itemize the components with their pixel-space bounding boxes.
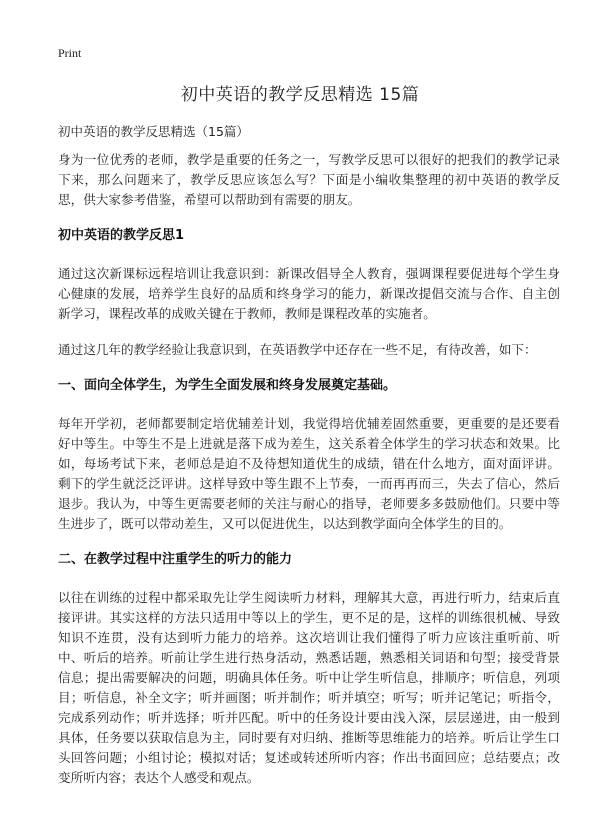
heading-point-two: 二、在教学过程中注重学生的听力的能力	[58, 552, 293, 567]
page-title: 初中英语的教学反思精选 15篇	[180, 85, 420, 105]
print-link[interactable]: Print	[58, 46, 82, 60]
paragraph-listening: 以往在训练的过程中都采取先让学生阅读听力材料，理解其大意，再进行听力，结束后直接评讲。其实这样的方法只适用中等以上的学生，更不足的是，这样的训练很机械、导致知识不连贯，没有达到听力能力的培养。这次培训让我们懂得了听力应该注重听前、听中、听后的培养。听前让学生进行热身活动，熟悉话题，熟悉相关词语和句型；接受背景信息；提出需要解决的问题，明确具体任务。听中让学生听信息，排顺序；听信息，列项目；听信息，补全文字；听并画图；听并制作；听并填空；听写；听并记笔记；听指令，完成系列动作；听并选择；听并匹配。听中的任务设计要由浅入深，层层递进，由一般到具体，任务要以获取信息为主，同时要有对归纳、推断等思维能力的培养。听后让学生口头回答问题；小组讨论；模拟对话；复述或转述所听内容；作出书面回应；总结要点；改变所听内容；表达个人感受和观点。	[58, 590, 560, 785]
heading-point-one: 一、面向全体学生，为学生全面发展和终身发展奠定基础。	[58, 378, 397, 393]
intro-paragraph: 身为一位优秀的老师，教学是重要的任务之一，写教学反思可以很好的把我们的教学记录下来，那么问题来了，教学反思应该怎么写？下面是小编收集整理的初中英语的教学反思，供大家参考借鉴，希望可以帮助到有需要的朋友。	[58, 152, 560, 207]
document-body	[58, 150, 560, 804]
paragraph-middle-students: 每年开学初，老师都要制定培优辅差计划，我觉得培优辅差固然重要，更重要的是还要看好中等生。中等生不是上进就是落下成为差生，这关系着全体学生的学习状态和效果。比如，每场考试下来，老师总是迫不及待想知道优生的成绩，错在什么地方，面对面评讲。剩下的学生就泛泛评讲。这样导致中等生跟不上节奏，一而再再而三，失去了信心，然后退步。我认为，中等生更需要老师的关注与耐心的指导，老师要多多鼓励他们。只要中等生进步了，既可以带动差生，又可以促进优生，以达到教学面向全体学生的目的。	[58, 416, 560, 531]
paragraph-training-insight: 通过这次新课标远程培训让我意识到：新课改倡导全人教育，强调课程要促进每个学生身心健康的发展，培养学生良好的品质和终身学习的能力，新课改提倡交流与合作、自主创新学习，课程改革的成败关键在于教师，教师是课程改革的实施者。	[58, 266, 560, 321]
section-heading-reflection-1: 初中英语的教学反思1	[58, 228, 185, 243]
document-subtitle: 初中英语的教学反思精选（15篇）	[58, 124, 249, 139]
paragraph-shortcomings: 通过这几年的教学经验让我意识到，在英语教学中还存在一些不足，有待改善，如下：	[58, 342, 537, 357]
